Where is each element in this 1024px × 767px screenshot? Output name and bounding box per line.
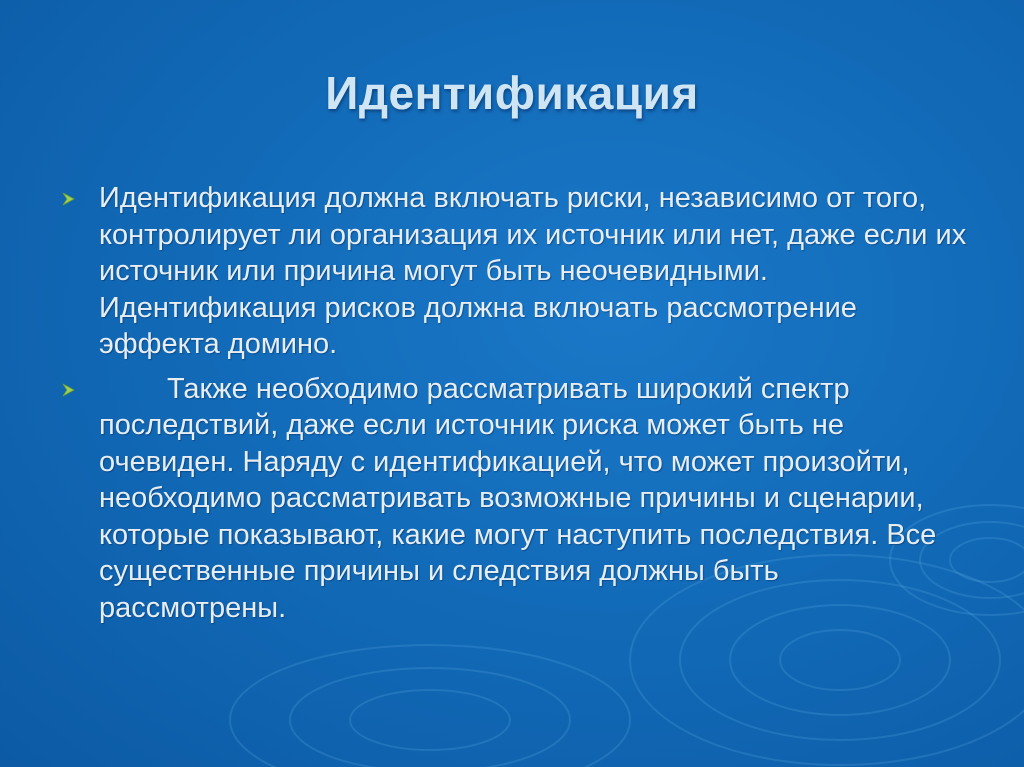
bullet-text: Идентификация должна включать риски, независимо от того, контролирует ли организация их источник или нет, даже если их источник или причина могут быть неочевидными. Идентификация рисков должна включать рассмотрение эффекта домино. — [99, 182, 975, 360]
arrowhead-bullet-icon — [62, 383, 76, 397]
bullet-text — [99, 371, 972, 627]
bullet-text-content: Также необходимо рассматривать широкий спектр последствий, даже если источник риска может быть не очевиден. Наряду с идентификацией, что может произойти, необходимо рассматривать возможные причины и сценарии, которые показывают, какие могут наступить последствия. Все существенные причины и следствия должны быть рассмотрены. — [99, 372, 945, 624]
bullet-item — [62, 371, 972, 627]
bullet-list — [62, 180, 975, 634]
slide-title: Идентификация — [325, 67, 699, 119]
bullet-item — [62, 180, 975, 363]
arrowhead-bullet-icon — [62, 192, 76, 206]
